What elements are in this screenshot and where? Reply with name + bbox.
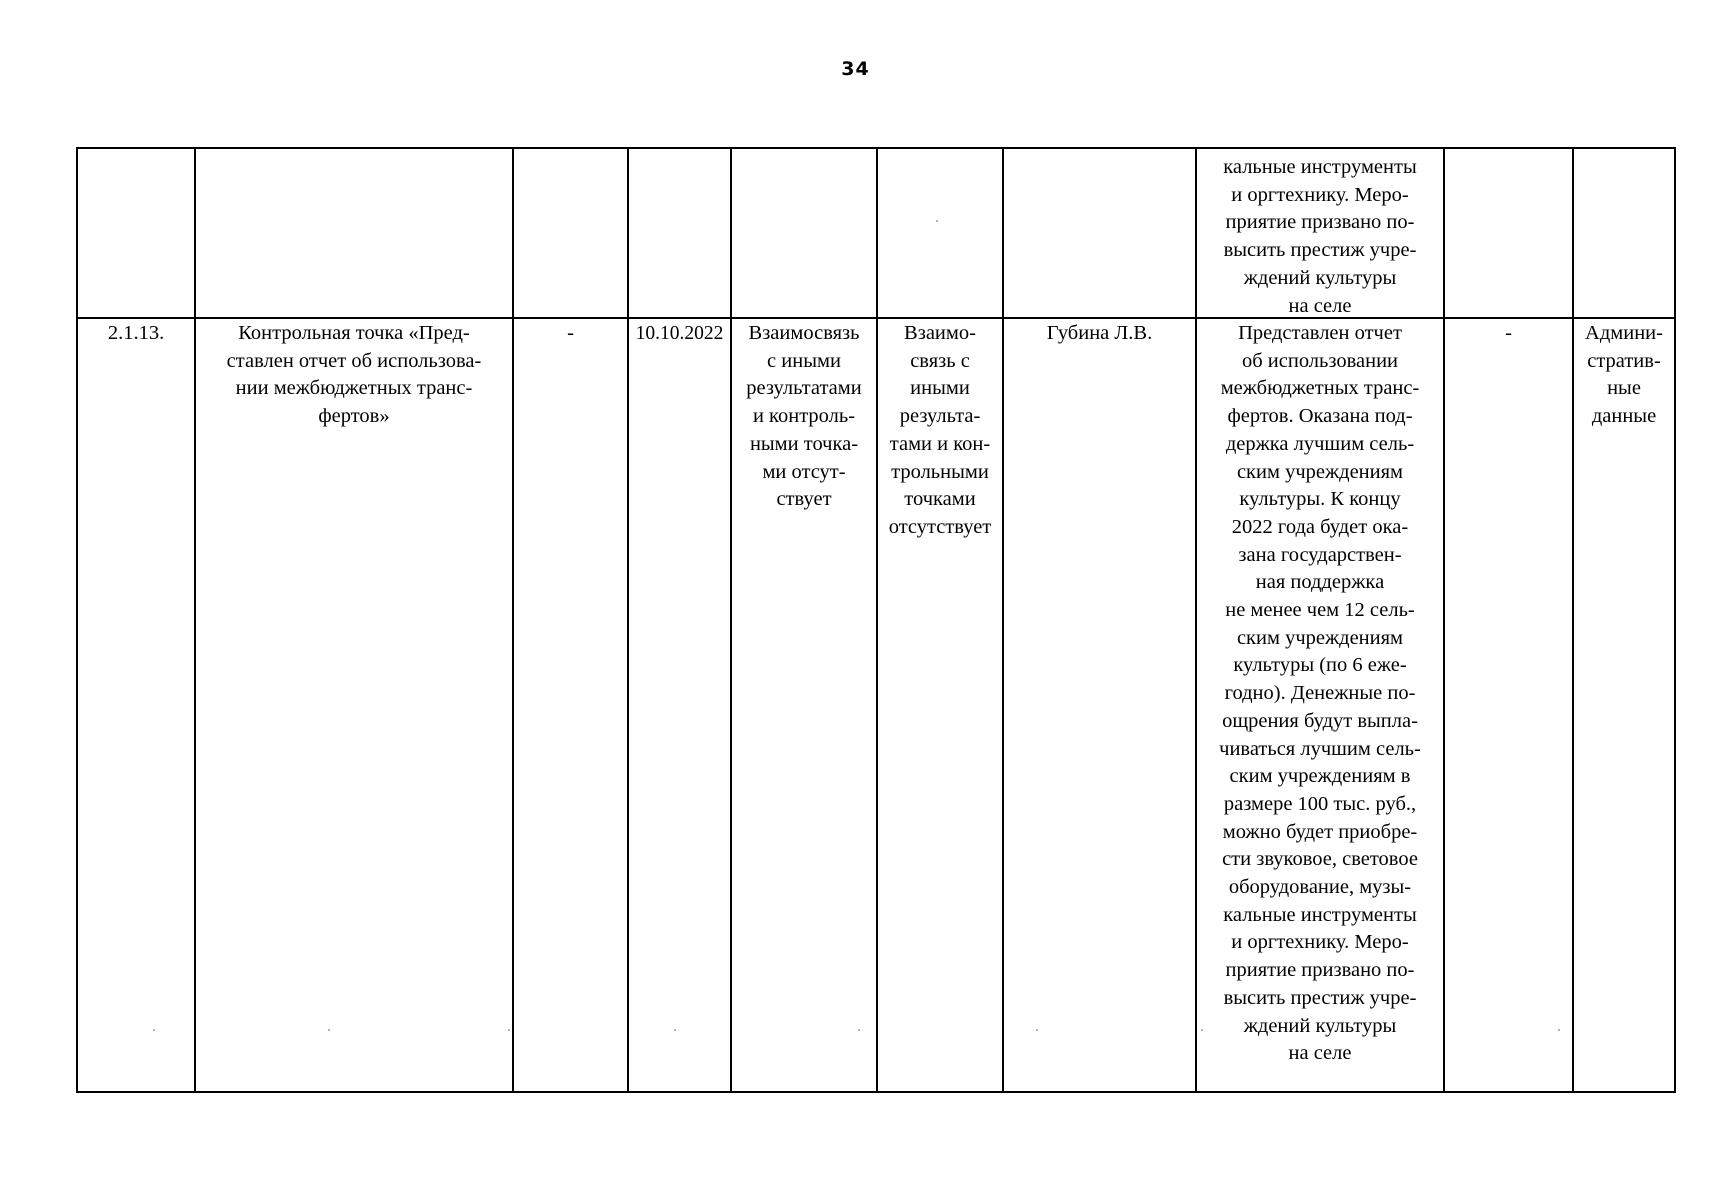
column-divider	[1443, 149, 1445, 1091]
column-divider	[1572, 149, 1574, 1091]
scan-speck	[858, 1029, 860, 1031]
col10-cell: -	[1505, 322, 1512, 344]
description-cell: Представлен отчет об использовании межбюджетных транс- фертов. Оказана под- держка лучшим сель- ским учреждениям культуры. К концу 2022 года будет ока- зана государствен- ная поддержка не менее чем 12 сель- ским учреждениям культуры (по 6 еже- годно). Денежные по- ощрения будут выпла- чиваться лучшим сель- ским учреждениям в размере 100 тыс. руб., можно будет приобре- сти звуковое, световое оборудование, музы- кальные инструменты и оргтехнику. Меро- приятие призвано по- высить престиж учре- ждений культуры на селе	[1219, 322, 1421, 1065]
scan-speck	[328, 1029, 330, 1031]
row-number-cell: 2.1.13.	[107, 322, 165, 344]
relation-results-cell: Взаимосвязь с иными результатами и контроль- ными точка- ми отсут- ствует	[746, 322, 862, 511]
scan-speck	[153, 1029, 155, 1031]
row-name-cell: Контрольная точка «Пред- ставлен отчет об использова- нии межбюджетных транс- фертов»	[226, 322, 482, 428]
scan-speck	[1558, 1029, 1560, 1031]
relation-checkpoints-cell: Взаимо- связь с иными результа- тами и кон- трольными точками отсутствует	[888, 322, 992, 538]
responsible-cell: Губина Л.В.	[1046, 322, 1153, 344]
column-divider	[1002, 149, 1004, 1091]
column-divider	[876, 149, 878, 1091]
source-cell: Админи- стратив- ные данные	[1585, 322, 1663, 428]
column-divider	[627, 149, 629, 1091]
column-divider	[730, 149, 732, 1091]
column-divider	[512, 149, 514, 1091]
scan-speck	[1036, 1029, 1038, 1031]
data-table	[76, 147, 1676, 1093]
col3-cell: -	[567, 322, 574, 344]
carryover-description-cell: кальные инструменты и оргтехнику. Меро- приятие призвано по- высить престиж учре- ждений культуры на селе	[1223, 156, 1417, 317]
page-number: 34	[841, 58, 870, 80]
scan-speck	[1201, 1029, 1203, 1031]
date-cell: 10.10.2022	[635, 323, 724, 344]
column-divider	[194, 149, 196, 1091]
scan-speck	[508, 1029, 510, 1031]
scan-speck	[936, 220, 938, 222]
scan-speck	[674, 1029, 676, 1031]
